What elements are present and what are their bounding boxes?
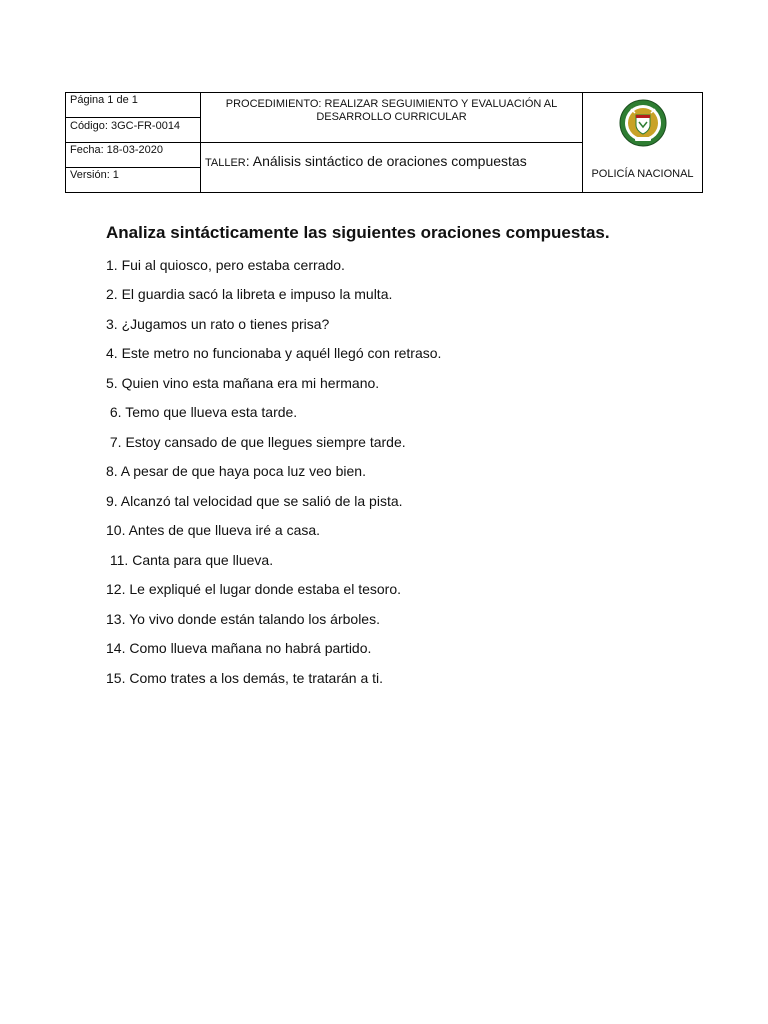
sentence-item: 8. A pesar de que haya poca luz veo bien. [106, 463, 366, 479]
document-code: Código: 3GC-FR-0014 [70, 120, 181, 132]
workshop-name: : Análisis sintáctico de oraciones compuestas [245, 153, 527, 169]
sentence-item: 1. Fui al quiosco, pero estaba cerrado. [106, 257, 345, 273]
sentence-item: 6. Temo que llueva esta tarde. [106, 404, 298, 420]
police-emblem-icon [619, 99, 667, 147]
version-cell [66, 168, 200, 192]
document-date: Fecha: 18-03-2020 [70, 144, 163, 156]
institution-name: POLICÍA NACIONAL [591, 168, 694, 180]
workshop-label: TALLER [205, 157, 246, 169]
procedure-title-line1: PROCEDIMIENTO: REALIZAR SEGUIMIENTO Y EVALUACIÓN AL [225, 98, 558, 110]
sentence-item: 2. El guardia sacó la libreta e impuso la multa. [106, 286, 393, 302]
sentence-item: 13. Yo vivo donde están talando los árboles. [106, 611, 380, 627]
procedure-title [201, 93, 582, 143]
document-version: Versión: 1 [70, 169, 119, 181]
document-control-column [66, 93, 201, 192]
sentence-item: 7. Estoy cansado de que llegues siempre tarde. [106, 434, 406, 450]
sentence-item: 9. Alcanzó tal velocidad que se salió de la pista. [106, 493, 403, 509]
sentence-item: 10. Antes de que llueva iré a casa. [106, 522, 321, 538]
workshop-title [205, 153, 527, 169]
sentence-item: 12. Le expliqué el lugar donde estaba el tesoro. [106, 581, 401, 597]
date-cell [66, 143, 200, 168]
page-number-cell [66, 93, 200, 118]
sentence-item: 14. Como llueva mañana no habrá partido. [106, 640, 372, 656]
exercise-title: Analiza sintácticamente las siguientes oraciones compuestas. [106, 223, 610, 242]
institution-column [583, 93, 702, 192]
sentence-item: 3. ¿Jugamos un rato o tienes prisa? [106, 316, 330, 332]
page-number: Página 1 de 1 [70, 94, 138, 106]
procedure-title-line2: DESARROLLO CURRICULAR [316, 111, 467, 123]
sentence-item: 5. Quien vino esta mañana era mi hermano. [106, 375, 380, 391]
sentence-item: 11. Canta para que llueva. [106, 552, 274, 568]
sentence-item: 4. Este metro no funcionaba y aquél llegó con retraso. [106, 345, 442, 361]
document-header-table [65, 92, 703, 193]
procedure-column [201, 93, 583, 192]
sentence-item: 15. Como trates a los demás, te tratarán a ti. [106, 670, 384, 686]
code-cell [66, 118, 200, 143]
